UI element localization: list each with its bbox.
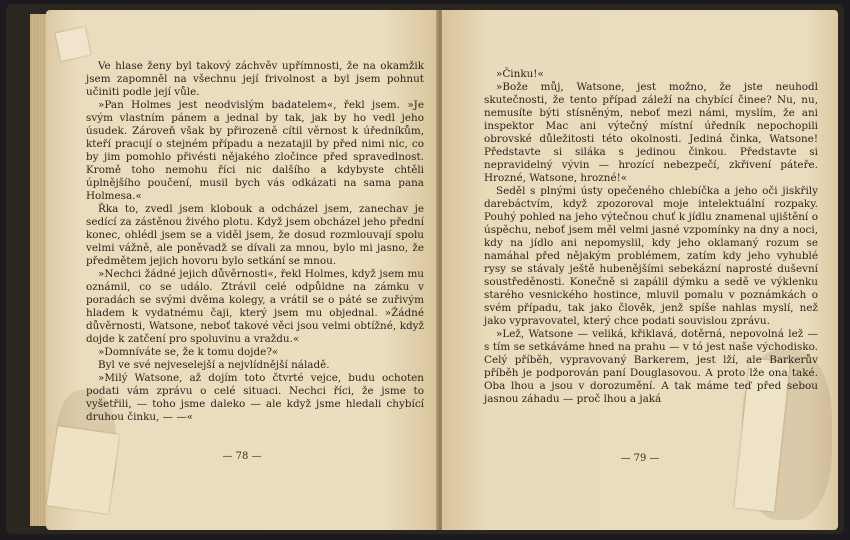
left-page-text [86,60,424,424]
paragraph: Řka to, zvedl jsem klobouk a odcházel jsem, zanechav je sedící za zástěnou živého plotu. Když jsem obcházel jeho přední konec, ohlédl jsem se a viděl jsem, že dosud rozmlouvají spolu velmi vážně, ale poněvadž se dívali za mnou, bylo mi jasno, že předmětem jejich hovoru bylo setkání se mnou. [86,203,424,267]
page-number: — 78 — [222,451,262,462]
paragraph: »Milý Watsone, až dojím toto čtvrté vejce, budu ochoten podati vám zprávu o celé situaci. Nechci říci, že jsme to vyšetřili, — toho jsme daleko — ale když jsme hledali chybící druhou činku, — —« [86,372,424,423]
right-page [442,10,838,530]
right-page-text [484,68,818,406]
torn-patch [47,426,120,514]
paragraph: »Domníváte se, že k tomu dojde?« [98,346,279,358]
page-number: — 79 — [620,453,660,464]
paragraph: »Pan Holmes jest neodvislým badatelem«, řekl jsem. »Je svým vlastním pánem a jednal by tak, jak by ho vedl jeho úsudek. Zároveň však by přirozeně cítil věrnost k úředníkům, kteří pracují o stejném případu a nezatajil by před nimi nic, co by jim pomohlo přivésti nějakého zločince před spravedlnost. Kromě toho nemohu říci nic dalšího a kdybyste chtěli úplnějšího poučení, musil bych vás odkázati na sama pana Holmesa.« [86,99,424,202]
paragraph: »Bože můj, Watsone, jest možno, že jste neuhodl skutečnosti, že tento případ záleží na chybící činee? Nu, nu, nemusíte býti stísněným, neboť mezi námi, myslím, že ani inspektor Mac ani výtečný místní úředník nepochopili obrovské důležitosti této okolnosti. Jediná činka, Watsone! Představte si siláka s jedinou činkou. Představte si nepravidelný vývin — hrozící nebezpečí, zkřivení páteře. Hrozné, Watsone, hrozné!« [484,81,818,184]
paragraph: Ve hlase ženy byl takový záchvěv upřímnosti, že na okamžik jsem zapomněl na všechnu její frivolnost a byl jsem pohnut učiniti podle její vůle. [86,60,424,98]
open-book [6,4,844,534]
paragraph: »Činku!« [496,68,544,80]
paragraph: Byl ve své nejveselejší a nejvlídnější náladě. [98,359,330,371]
left-page [46,10,438,530]
paragraph: Seděl s plnými ústy opečeného chlebíčka a jeho oči jiskřily darebáctvím, když zpozoroval moje intelektuální rozpaky. Pouhý pohled na jeho výtečnou chuť k jídlu znamenal ujištění o úspěchu, neboť jsem měl velmi jasné vzpomínky na dny a noci, kdy na jídlo ani nepomyslil, kdy jeho oklamaný rozum se namáhal před nějakým problémem, zatím kdy jeho vyhublé rysy se stávaly ještě hubenějšími sebekázní naprosté duševní soustředěnosti. Konečně si zapálil dýmku a sedě ve výklenku starého vesnického hostince, mluvil pomalu v poznámkách o svém případu, tak jako člověk, jenž spíše nahlas myslí, než jako vypravovatel, který chce podati souvislou zprávu. [484,185,818,327]
torn-corner [55,27,90,61]
paragraph: »Lež, Watsone — veliká, křiklavá, dotěrná, nepovolná lež — s tím se setkáváme hned na prahu — v tó jest naše východisko. Celý příběh, vypravovaný Barkerem, jest lží, ale Barkerův příběh je podporován paní Douglasovou. A proto lže ona také. Oba lhou a jsou v dorozumění. A tak máme teď před sebou jasnou záhadu — proč lhou a jaká [484,328,818,405]
paragraph: »Nechci žádné jejich důvěrnosti«, řekl Holmes, když jsem mu oznámil, co se událo. Ztrávil celé odpůldne na zámku v poradách se svými dvěma kolegy, a vrátil se o páté se zuřivým hladem k vydatnému čaji, který jsem mu objednal. »Žádné důvěrnosti, Watsone, neboť takové věci jsou velmi obtížné, když dojde k zatčení pro spoluvinu a vraždu.« [86,268,424,345]
